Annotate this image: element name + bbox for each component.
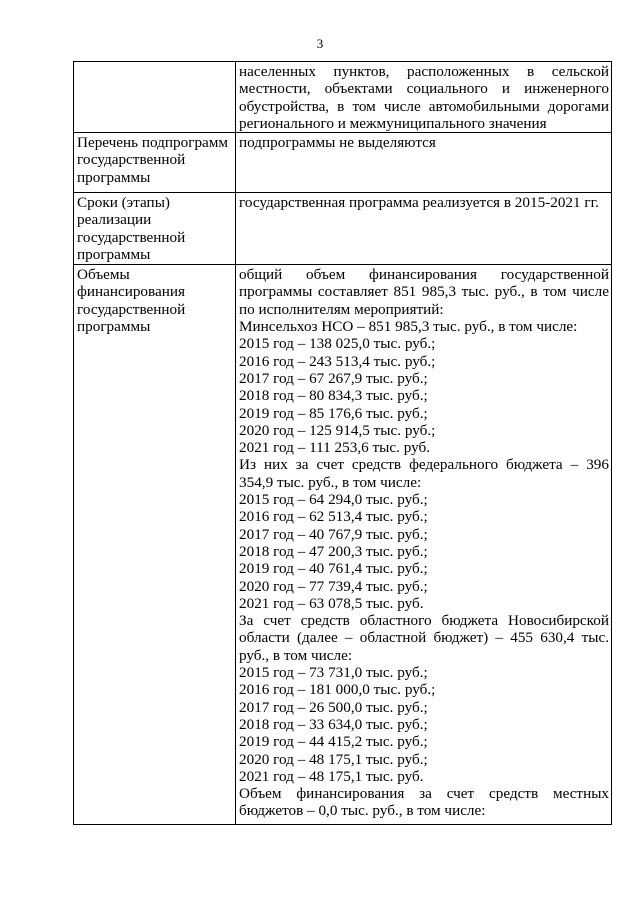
regional-year-line: 2019 год – 44 415,2 тыс. руб.;	[239, 733, 428, 751]
label-cell-continuation	[74, 62, 236, 133]
funding-regional: За счет средств областного бюджета Новосибирской области (далее – областной бюджет) – 455 630,4 тыс. руб., в том числе:	[239, 612, 609, 664]
regional-year-line: 2018 год – 33 634,0 тыс. руб.;	[239, 715, 428, 733]
label-cell-subprograms	[74, 133, 236, 193]
continuation-text: населенных пунктов, расположенных в сельской местности, объектами социального и инженерного обустройства, в том числе автомобильными дорогами регионального и межмуниципального значения	[239, 63, 609, 132]
federal-years-list	[239, 491, 609, 612]
value-cell-funding	[236, 265, 612, 825]
terms-text: государственная программа реализуется в 2015-2021 гг.	[239, 194, 599, 212]
subprograms-text: подпрограммы не выделяются	[239, 134, 436, 152]
federal-year-line: 2018 год – 47 200,3 тыс. руб.;	[239, 542, 428, 560]
regional-year-line: 2017 год – 26 500,0 тыс. руб.;	[239, 698, 428, 716]
label-cell-funding	[74, 265, 236, 825]
federal-year-line: 2016 год – 62 513,4 тыс. руб.;	[239, 508, 428, 526]
value-cell-subprograms	[236, 133, 612, 193]
federal-year-line: 2021 год – 63 078,5 тыс. руб.	[239, 594, 424, 612]
ministry-year-line: 2021 год – 111 253,6 тыс. руб.	[239, 439, 430, 457]
label-cell-terms	[74, 193, 236, 265]
ministry-year-line: 2018 год – 80 834,3 тыс. руб.;	[239, 387, 428, 405]
table-row-continuation	[74, 62, 612, 133]
ministry-year-line: 2016 год – 243 513,4 тыс. руб.;	[239, 352, 436, 370]
ministry-year-line: 2020 год – 125 914,5 тыс. руб.;	[239, 421, 436, 439]
table-row-subprograms	[74, 133, 612, 193]
federal-year-line: 2020 год – 77 739,4 тыс. руб.;	[239, 577, 428, 595]
regional-year-line: 2020 год – 48 175,1 тыс. руб.;	[239, 750, 428, 768]
regional-year-line: 2016 год – 181 000,0 тыс. руб.;	[239, 681, 436, 699]
funding-intro: общий объем финансирования государственной программы составляет 851 985,3 тыс. руб., в том числе по исполнителям мероприятий:	[239, 266, 609, 318]
federal-year-line: 2017 год – 40 767,9 тыс. руб.;	[239, 525, 428, 543]
federal-year-line: 2015 год – 64 294,0 тыс. руб.;	[239, 491, 428, 509]
value-cell-continuation	[236, 62, 612, 133]
ministry-year-line: 2015 год – 138 025,0 тыс. руб.;	[239, 335, 436, 353]
row-label: Объемы финансирования государственной программы	[77, 266, 186, 336]
funding-ministry: Минсельхоз НСО – 851 985,3 тыс. руб., в том числе:	[239, 318, 578, 336]
ministry-year-line: 2017 год – 67 267,9 тыс. руб.;	[239, 369, 428, 387]
regional-years-list	[239, 664, 609, 785]
federal-year-line: 2019 год – 40 761,4 тыс. руб.;	[239, 560, 428, 578]
funding-federal: Из них за счет средств федерального бюджета – 396 354,9 тыс. руб., в том числе:	[239, 456, 609, 491]
table-row-terms	[74, 193, 612, 265]
ministry-year-line: 2019 год – 85 176,6 тыс. руб.;	[239, 404, 428, 422]
cell-bottom-spacer	[239, 820, 609, 824]
row-label: Сроки (этапы) реализации государственной программы	[77, 194, 186, 264]
program-passport-table	[73, 61, 612, 825]
regional-year-line: 2015 год – 73 731,0 тыс. руб.;	[239, 664, 428, 682]
row-label: Перечень подпрограмм государственной программы	[77, 134, 229, 186]
ministry-years-list	[239, 335, 609, 456]
table-row-funding	[74, 265, 612, 825]
regional-year-line: 2021 год – 48 175,1 тыс. руб.	[239, 767, 424, 785]
page-number: 3	[316, 36, 324, 51]
value-cell-terms	[236, 193, 612, 265]
funding-local: Объем финансирования за счет средств местных бюджетов – 0,0 тыс. руб., в том числе:	[239, 785, 609, 820]
